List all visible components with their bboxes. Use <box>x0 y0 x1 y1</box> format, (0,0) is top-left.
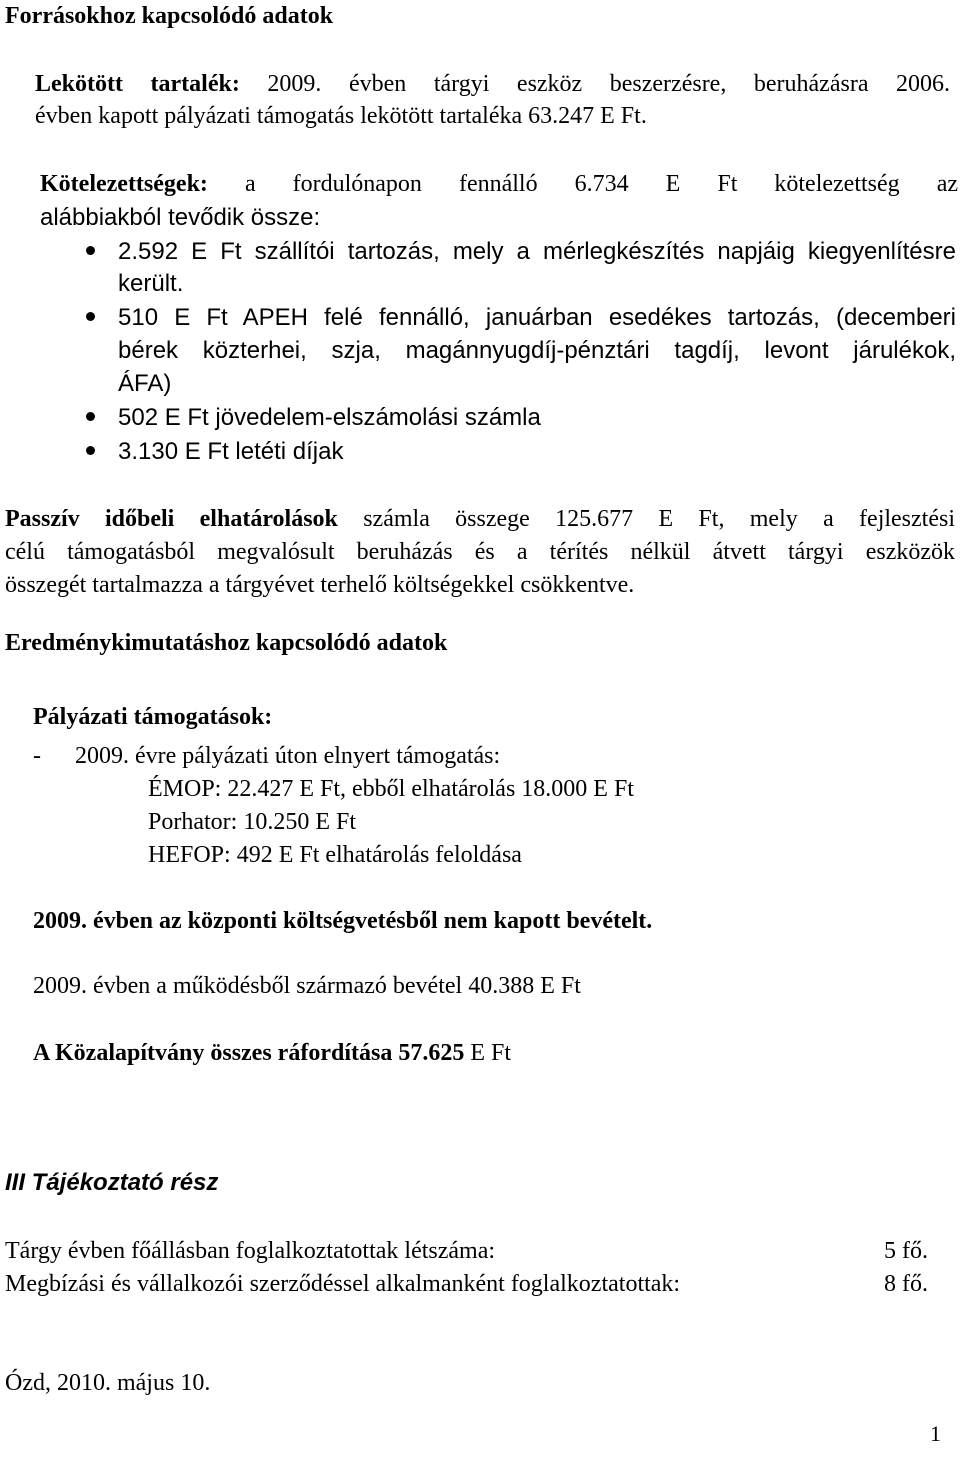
staff-row-2-label: Megbízási és vállalkozói szerződéssel alkalmanként foglalkoztatottak: <box>5 1271 681 1297</box>
page-number: 1 <box>930 1421 941 1446</box>
liability-item-1-line2: került. <box>118 270 184 297</box>
reserve-text: 2009. évben tárgyi eszköz beszerzésre, beruházásra 2006. <box>267 71 951 97</box>
grants-heading: Pályázati támogatások: <box>33 704 273 730</box>
section-heading-income: Eredménykimutatáshoz kapcsolódó adatok <box>5 630 448 656</box>
bullet-icon <box>86 246 95 255</box>
total-expenses-bold: A Közalapítvány összes ráfordítása 57.625 <box>33 1040 465 1066</box>
accruals-label: Passzív időbeli elhatárolások <box>5 506 338 532</box>
section-heading-info: III Tájékoztató rész <box>5 1169 219 1196</box>
accruals-paragraph-line3: összegét tartalmazza a tárgyévet terhelő költségekkel csökkentve. <box>5 572 635 598</box>
budget-note: 2009. évben az központi költségvetésből nem kapott bevételt. <box>33 908 653 934</box>
liability-item-4: 3.130 E Ft letéti díjak <box>118 438 344 465</box>
liabilities-paragraph-line2: alábbiakból tevődik össze: <box>40 204 321 231</box>
bullet-icon <box>86 446 95 455</box>
bullet-icon <box>86 412 95 421</box>
liability-item-3: 502 E Ft jövedelem-elszámolási számla <box>118 404 541 431</box>
place-date: Ózd, 2010. május 10. <box>5 1370 211 1396</box>
bullet-icon <box>86 312 95 321</box>
reserve-label: Lekötött tartalék: <box>35 71 240 97</box>
reserve-paragraph-line2: évben kapott pályázati támogatás lekötött tartaléka 63.247 E Ft. <box>35 103 647 129</box>
grant-line-hefop: HEFOP: 492 E Ft elhatárolás feloldása <box>148 842 522 868</box>
section-heading-sources: Forrásokhoz kapcsolódó adatok <box>5 3 334 29</box>
liability-item-2-line3: ÁFA) <box>118 370 172 397</box>
liability-item-2-line1: 510 E Ft APEH felé fennálló, januárban esedékes tartozás, (decemberi <box>118 304 956 331</box>
staff-row-1-label: Tárgy évben főállásban foglalkoztatottak létszáma: <box>5 1238 496 1264</box>
total-expenses <box>33 1037 511 1069</box>
liabilities-label: Kötelezettségek: <box>40 171 208 197</box>
grant-line-emop: ÉMOP: 22.427 E Ft, ebből elhatárolás 18.000 E Ft <box>148 776 634 802</box>
grants-intro: 2009. évre pályázati úton elnyert támogatás: <box>75 743 501 769</box>
total-expenses-unit: E Ft <box>464 1040 512 1066</box>
accruals-paragraph-line1 <box>5 503 955 535</box>
operating-revenue: 2009. évben a működésből származó bevétel 40.388 E Ft <box>33 973 581 999</box>
liability-item-1-line1: 2.592 E Ft szállítói tartozás, mely a mérlegkészítés napjáig kiegyenlítésre <box>118 238 956 265</box>
liability-item-2-line2: bérek közterhei, szja, magánnyugdíj-pénztári tagdíj, levont járulékok, <box>118 337 956 364</box>
accruals-text: számla összege 125.677 E Ft, mely a fejlesztési <box>363 506 955 532</box>
staff-row-1-value: 5 fő. <box>884 1238 928 1264</box>
grant-line-porhator: Porhator: 10.250 E Ft <box>148 809 356 835</box>
liabilities-paragraph-line1 <box>40 168 958 200</box>
staff-row-2-value: 8 fő. <box>884 1271 928 1297</box>
accruals-paragraph-line2: célú támogatásból megvalósult beruházás és a térítés nélkül átvett tárgyi eszközök <box>5 539 955 565</box>
reserve-paragraph-line1 <box>35 68 950 100</box>
grants-dash: - <box>33 743 41 769</box>
liabilities-text: a fordulónapon fennálló 6.734 E Ft kötelezettség az <box>244 171 958 197</box>
